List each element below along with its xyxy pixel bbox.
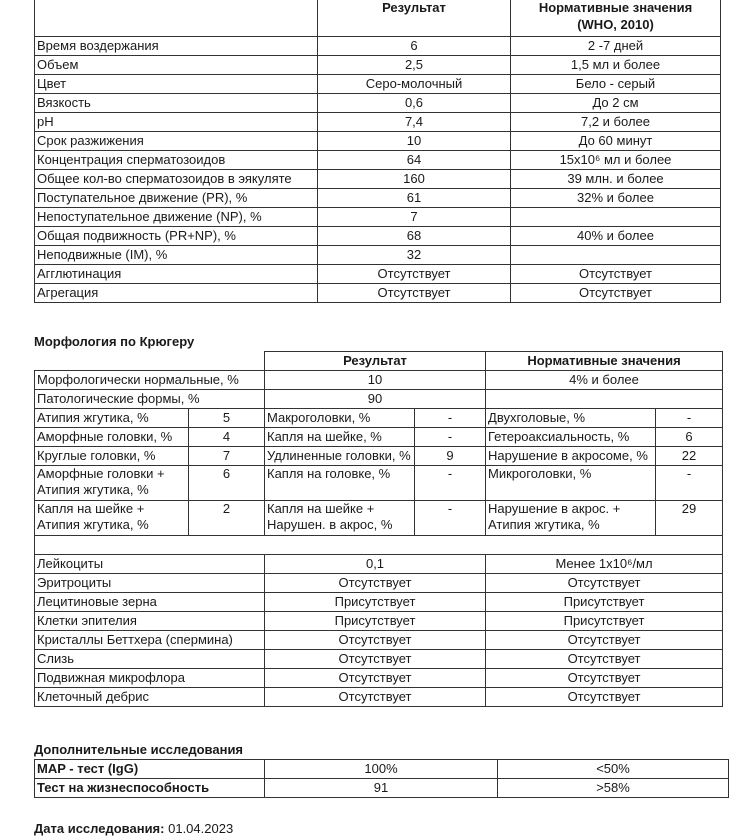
main-table-row (35, 37, 721, 56)
morphology-table (34, 351, 723, 707)
param-result: 7 (318, 208, 511, 227)
param-norm: 15x10⁶ мл и более (511, 151, 721, 170)
morph-title: Морфология по Крюгеру (34, 334, 195, 349)
morph-grid-value: 7 (189, 447, 265, 466)
cells-norm: Отсутствует (486, 574, 723, 593)
extra-test-name: Тест на жизнеспособность (35, 779, 265, 798)
extra-row (35, 760, 729, 779)
main-analysis-table (34, 0, 721, 303)
param-result: 6 (318, 37, 511, 56)
param-norm: 39 млн. и более (511, 170, 721, 189)
spacer-cell (35, 536, 723, 555)
param-norm (511, 208, 721, 227)
main-table-row (35, 170, 721, 189)
morph-grid-value: 4 (189, 428, 265, 447)
extra-test-norm: <50% (498, 760, 729, 779)
param-result: 68 (318, 227, 511, 246)
cells-name: Кристаллы Беттхера (спермина) (35, 631, 265, 650)
main-table-row (35, 265, 721, 284)
param-name: Агрегация (35, 284, 318, 303)
morph-grid-value: - (415, 409, 486, 428)
morph-grid-label: Удлиненные головки, % (265, 447, 415, 466)
main-table-row (35, 227, 721, 246)
morph-grid-value: 29 (656, 501, 723, 536)
morph-grid-row (35, 447, 723, 466)
param-result: Отсутствует (318, 265, 511, 284)
param-result: 10 (318, 132, 511, 151)
morph-spacer-row (35, 536, 723, 555)
cells-row (35, 650, 723, 669)
main-header-param (35, 0, 318, 37)
param-norm: Отсутствует (511, 265, 721, 284)
cells-name: Лейкоциты (35, 555, 265, 574)
main-table-row (35, 113, 721, 132)
main-table-header (35, 0, 721, 37)
morph-grid-value: 6 (656, 428, 723, 447)
cells-norm: Присутствует (486, 612, 723, 631)
cells-row (35, 669, 723, 688)
param-norm: 7,2 и более (511, 113, 721, 132)
main-table-row (35, 284, 721, 303)
morph-grid-value: - (415, 501, 486, 536)
param-result: 160 (318, 170, 511, 189)
morph-grid-label: Капля на головке, % (265, 466, 415, 501)
morph-grid-label: Аморфные головки, % (35, 428, 189, 447)
main-table-row (35, 94, 721, 113)
main-table-row (35, 246, 721, 265)
main-table-row (35, 208, 721, 227)
param-name: Агглютинация (35, 265, 318, 284)
param-name: Концентрация сперматозоидов (35, 151, 318, 170)
param-result: Отсутствует (318, 284, 511, 303)
morph-grid-label: Микроголовки, % (486, 466, 656, 501)
cells-row (35, 555, 723, 574)
param-result: 61 (318, 189, 511, 208)
param-result: 32 (318, 246, 511, 265)
param-name: Срок разжижения (35, 132, 318, 151)
cells-name: Лецитиновые зерна (35, 593, 265, 612)
extra-test-result: 91 (265, 779, 498, 798)
morph-header-result: Результат (265, 352, 486, 371)
cells-result: Отсутствует (265, 688, 486, 707)
morph-grid-value: 9 (415, 447, 486, 466)
morph-grid-value: 5 (189, 409, 265, 428)
main-table-row (35, 151, 721, 170)
param-name: Поступательное движение (PR), % (35, 189, 318, 208)
morph-grid-label: Гетероаксиальность, % (486, 428, 656, 447)
morph-grid-row (35, 409, 723, 428)
extra-test-name: MAP - тест (IgG) (35, 760, 265, 779)
morph-grid-label: Аморфные головки + Атипия жгутика, % (35, 466, 189, 501)
cells-name: Клетки эпителия (35, 612, 265, 631)
morph-grid-label: Атипия жгутика, % (35, 409, 189, 428)
morph-grid-label: Двухголовые, % (486, 409, 656, 428)
morph-grid-label: Капля на шейке, % (265, 428, 415, 447)
cells-norm: Отсутствует (486, 688, 723, 707)
cells-norm: Присутствует (486, 593, 723, 612)
morph-summary-row (35, 371, 723, 390)
morph-summary-name: Патологические формы, % (35, 390, 265, 409)
param-norm: До 60 минут (511, 132, 721, 151)
morph-grid-row (35, 501, 723, 536)
cells-name: Подвижная микрофлора (35, 669, 265, 688)
param-norm: 2 -7 дней (511, 37, 721, 56)
extra-row (35, 779, 729, 798)
cells-result: Отсутствует (265, 631, 486, 650)
morph-summary-name: Морфологически нормальные, % (35, 371, 265, 390)
morph-grid-value: 2 (189, 501, 265, 536)
morph-grid-label: Нарушение в акросоме, % (486, 447, 656, 466)
param-name: Время воздержания (35, 37, 318, 56)
cells-name: Эритроциты (35, 574, 265, 593)
param-name: Непоступательное движение (NP), % (35, 208, 318, 227)
cells-row (35, 574, 723, 593)
morph-summary-norm: 4% и более (486, 371, 723, 390)
main-table-row (35, 75, 721, 94)
morph-header-empty (35, 352, 265, 371)
param-name: Общее кол-во сперматозоидов в эякуляте (35, 170, 318, 189)
morph-grid-value: - (415, 466, 486, 501)
cells-row (35, 631, 723, 650)
cells-row (35, 593, 723, 612)
morph-summary-result: 10 (265, 371, 486, 390)
cells-result: Присутствует (265, 593, 486, 612)
morph-summary-norm (486, 390, 723, 409)
cells-row (35, 688, 723, 707)
morph-grid-value: 6 (189, 466, 265, 501)
param-norm: Бело - серый (511, 75, 721, 94)
param-name: Цвет (35, 75, 318, 94)
morph-grid-value: - (656, 409, 723, 428)
cells-norm: Отсутствует (486, 669, 723, 688)
param-name: Вязкость (35, 94, 318, 113)
param-result: 2,5 (318, 56, 511, 75)
main-header-norm (511, 0, 721, 37)
morph-grid-label: Нарушение в акрос. + Атипия жгутика, % (486, 501, 656, 536)
main-table-row (35, 56, 721, 75)
extra-table (34, 759, 729, 798)
morph-grid-label: Капля на шейке + Нарушен. в акрос, % (265, 501, 415, 536)
param-norm (511, 246, 721, 265)
main-header-norm-text: Нормативные значения (WHO, 2010) (538, 0, 693, 32)
param-name: Общая подвижность (PR+NP), % (35, 227, 318, 246)
morph-summary-result: 90 (265, 390, 486, 409)
cells-norm: Менее 1x10⁶/мл (486, 555, 723, 574)
param-name: pH (35, 113, 318, 132)
study-date-label: Дата исследования: (34, 821, 165, 836)
morph-grid-label: Макроголовки, % (265, 409, 415, 428)
cells-result: Отсутствует (265, 650, 486, 669)
param-norm: 1,5 мл и более (511, 56, 721, 75)
morph-header-norm: Нормативные значения (486, 352, 723, 371)
extra-test-norm: >58% (498, 779, 729, 798)
morph-grid-label: Капля на шейке + Атипия жгутика, % (35, 501, 189, 536)
morph-header (35, 352, 723, 371)
param-result: 7,4 (318, 113, 511, 132)
morph-summary-row (35, 390, 723, 409)
param-result: 64 (318, 151, 511, 170)
param-result: 0,6 (318, 94, 511, 113)
extra-title: Дополнительные исследования (34, 742, 244, 757)
morph-grid-value: - (415, 428, 486, 447)
cells-result: Отсутствует (265, 574, 486, 593)
cells-row (35, 612, 723, 631)
cells-name: Клеточный дебрис (35, 688, 265, 707)
main-table-row (35, 132, 721, 151)
param-norm: 40% и более (511, 227, 721, 246)
morph-grid-label: Круглые головки, % (35, 447, 189, 466)
cells-name: Слизь (35, 650, 265, 669)
param-norm: До 2 см (511, 94, 721, 113)
study-date-value: 01.04.2023 (168, 821, 234, 836)
cells-norm: Отсутствует (486, 631, 723, 650)
morph-grid-row (35, 428, 723, 447)
morph-grid-value: 22 (656, 447, 723, 466)
extra-test-result: 100% (265, 760, 498, 779)
main-header-result: Результат (318, 0, 511, 37)
morph-grid-value: - (656, 466, 723, 501)
cells-result: Присутствует (265, 612, 486, 631)
morph-grid-row (35, 466, 723, 501)
param-name: Неподвижные (IM), % (35, 246, 318, 265)
param-norm: Отсутствует (511, 284, 721, 303)
cells-result: 0,1 (265, 555, 486, 574)
param-name: Объем (35, 56, 318, 75)
cells-result: Отсутствует (265, 669, 486, 688)
cells-norm: Отсутствует (486, 650, 723, 669)
param-norm: 32% и более (511, 189, 721, 208)
main-table-row (35, 189, 721, 208)
param-result: Серо-молочный (318, 75, 511, 94)
